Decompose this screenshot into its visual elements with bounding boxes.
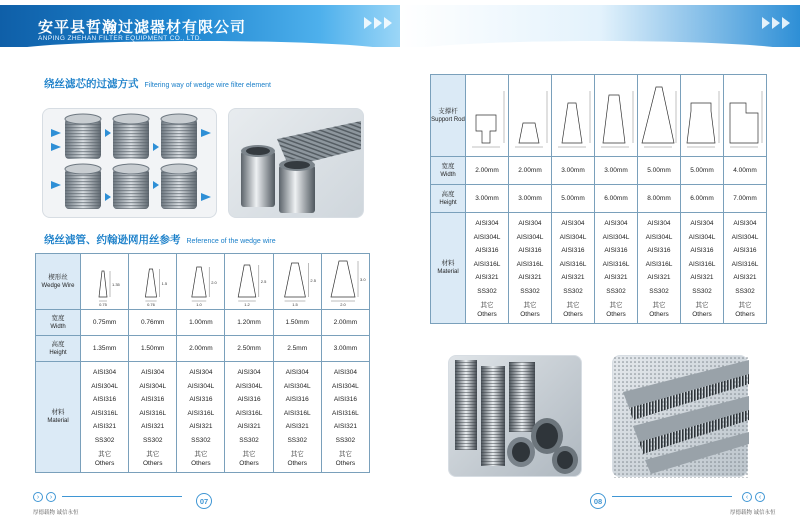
footer-nav-arrows [33,492,56,502]
material-item: SS302 [335,436,356,444]
material-cell [129,362,177,473]
material-cell [681,213,724,324]
material-item: AISI316L [559,260,587,268]
material-item: AISI304 [93,369,117,376]
width-cell: 5.00mm [638,157,681,185]
material-item: AISI316 [647,247,671,254]
material-item: AISI304L [187,382,215,390]
material-item: AISI304L [559,233,587,241]
height-cell: 5.00mm [552,185,595,213]
material-item: AISI316 [333,396,357,403]
material-others-en: Others [563,311,583,318]
row-header-width: 宽度 Width [36,310,81,336]
profile-width-label: 0.75 [98,301,107,307]
pipe-illustration [229,109,365,219]
height-cell: 3.00mm [321,336,369,362]
material-item: AISI316 [285,396,309,403]
material-item: AISI316L [731,260,759,268]
material-others-cn: 其它 [290,451,304,458]
material-others-cn: 其它 [523,302,537,309]
material-others-cn: 其它 [738,302,752,309]
footer-slogan: 厚德载物 诚信永恒 [730,510,776,516]
row-header-width: 宽度 Width [431,157,466,185]
material-item: AISI316L [187,409,215,417]
material-item: AISI316L [516,260,544,268]
material-others-en: Others [649,311,669,318]
material-item: AISI304 [733,220,757,227]
profile-height-label: 3.0 [360,276,366,282]
profile-height-label: 1.5 [161,280,167,286]
material-item: AISI304 [561,220,585,227]
width-cell: 3.00mm [552,157,595,185]
material-item: SS302 [606,287,626,295]
support-rod-profile-icon [638,81,680,151]
material-item: SS302 [191,436,211,444]
material-others-en: Others [335,460,356,467]
material-item: AISI321 [141,423,165,430]
width-cell: 2.00mm [321,310,369,336]
material-item: SS302 [239,436,259,444]
profile-cell [321,254,369,310]
chevron-left-icon: ‹ [755,492,765,502]
material-item: AISI304 [333,369,357,376]
material-item: AISI316 [733,247,757,254]
tubes-illustration [449,356,583,478]
material-cell [595,213,638,324]
material-item: AISI316L [688,260,716,268]
page-number: 07 [196,493,212,509]
material-item: AISI304 [475,220,499,227]
width-cell: 1.20mm [225,310,273,336]
material-item: AISI321 [561,274,585,281]
width-row [36,310,370,336]
company-name-cn: 安平县哲瀚过滤器材有限公司 [38,19,247,36]
profile-width-label: 1.5 [292,301,298,307]
row-header-height: 高度 Height [36,336,81,362]
width-cell: 5.00mm [681,157,724,185]
material-others-en: Others [692,311,712,318]
header-banner-right [400,5,800,47]
support-profile-cell [552,75,595,157]
material-others-en: Others [735,311,755,318]
support-profile-cell [509,75,552,157]
width-cell: 0.76mm [129,310,177,336]
material-others-cn: 其它 [194,451,208,458]
support-profile-cell [466,75,509,157]
page-number: 08 [590,493,606,509]
material-others-en: Others [191,460,211,467]
material-item: AISI321 [733,274,757,281]
material-others-cn: 其它 [695,302,709,309]
wedge-wire-profile-icon [229,259,269,305]
row-header-profile: 楔形丝 Wedge Wire [36,254,81,310]
material-item: AISI304L [139,382,167,390]
material-item: AISI304L [731,233,759,241]
material-item: AISI304L [516,233,544,241]
profile-cell [177,254,225,310]
material-item: AISI316L [602,260,630,268]
chevron-right-icon: › [46,492,56,502]
width-cell: 0.75mm [81,310,129,336]
material-item: AISI316 [518,247,542,254]
chevron-right-icon [364,17,392,29]
row-header-material: 材料 Material [36,362,81,473]
row-header-material: 材料 Material [431,213,466,324]
wedge-wire-table [35,253,370,473]
material-item: AISI304 [189,369,213,376]
footer-rule [62,496,182,497]
profile-width-label: 2.0 [340,301,347,307]
profile-cell [273,254,321,310]
material-item: AISI316 [237,396,261,403]
material-others-cn: 其它 [338,451,352,458]
material-others-en: Others [477,311,497,318]
material-item: SS302 [649,287,669,295]
profile-cell [81,254,129,310]
material-item: AISI304L [235,382,263,390]
material-others-cn: 其它 [609,302,623,309]
width-cell: 1.00mm [177,310,225,336]
material-others-en: Others [239,460,259,467]
material-item: SS302 [735,287,755,295]
support-rod-profile-icon [595,81,637,151]
material-item: SS302 [477,287,497,295]
support-profile-cell [595,75,638,157]
material-cell [225,362,273,473]
support-profile-row [431,75,767,157]
material-item: AISI316 [690,247,714,254]
material-item: AISI304 [604,220,628,227]
material-others-en: Others [94,460,115,467]
material-others-en: Others [142,460,163,467]
height-cell: 6.00mm [681,185,724,213]
profile-width-label: 1.0 [196,301,202,307]
wedge-wire-profile-icon [85,259,125,305]
wedge-wire-profile-icon [133,259,173,305]
height-cell: 3.00mm [509,185,552,213]
material-item: AISI316 [561,247,585,254]
material-item: AISI321 [647,274,671,281]
material-item: AISI304 [518,220,542,227]
material-others-cn: 其它 [146,451,160,458]
material-item: SS302 [94,436,115,444]
material-item: SS302 [287,436,307,444]
support-profile-cell [724,75,767,157]
material-cell [81,362,129,473]
material-item: AISI304L [645,233,673,241]
company-name-en: ANPING ZHEHAN FILTER EQUIPMENT CO., LTD. [38,35,203,42]
chevron-right-icon [762,17,790,29]
material-item: AISI316L [473,260,501,268]
material-cell [177,362,225,473]
material-item: AISI304L [91,382,118,390]
support-width-row [431,157,767,185]
material-item: AISI304 [237,369,261,376]
support-rod-profile-icon [681,81,723,151]
material-item: AISI321 [475,274,499,281]
material-others-cn: 其它 [652,302,666,309]
screen-illustration [613,356,749,478]
profile-cell [225,254,273,310]
material-item: AISI316L [332,409,359,417]
material-cell [466,213,509,324]
material-item: SS302 [563,287,583,295]
right-page [400,0,800,527]
material-item: AISI321 [690,274,714,281]
material-others-en: Others [606,311,626,318]
row-header-height: 高度 Height [431,185,466,213]
support-rod-table [430,74,767,324]
wedge-wire-screen-photo [612,355,748,477]
material-item: AISI304L [688,233,716,241]
material-item: AISI321 [518,274,542,281]
material-item: AISI316 [93,396,117,403]
height-row [36,336,370,362]
material-row [36,362,370,473]
material-cell [552,213,595,324]
material-item: AISI304L [473,233,501,241]
material-item: AISI316 [141,396,165,403]
support-height-row [431,185,767,213]
support-rod-profile-icon [552,81,594,151]
material-others-en: Others [287,460,307,467]
height-cell: 2.5mm [273,336,321,362]
chevron-right-icon: › [33,492,43,502]
wedge-wire-profile-icon [181,259,221,305]
material-item: AISI304 [285,369,309,376]
wedge-wire-profile-icon [325,259,365,305]
support-profile-cell [638,75,681,157]
filter-flow-illustration [43,109,218,219]
material-item: AISI304L [602,233,630,241]
material-item: AISI321 [333,423,357,430]
support-rod-profile-icon [466,81,508,151]
filter-flow-photo [42,108,217,218]
width-cell: 3.00mm [595,157,638,185]
material-others-cn: 其它 [98,451,112,458]
material-item: AISI304L [332,382,359,390]
material-item: AISI304 [647,220,671,227]
height-cell: 1.35mm [81,336,129,362]
footer-rule [612,496,732,497]
material-item: AISI316L [645,260,673,268]
wedge-wire-pipe-photo [228,108,364,218]
profile-height-label: 2.0 [211,279,217,285]
height-cell: 2.00mm [177,336,225,362]
material-item: AISI321 [189,423,213,430]
material-cell [724,213,767,324]
material-others-cn: 其它 [480,302,494,309]
material-item: AISI316 [604,247,628,254]
material-item: AISI316 [189,396,213,403]
profile-width-label: 0.76 [146,301,155,307]
profile-cell [129,254,177,310]
material-item: AISI316L [235,409,263,417]
row-header-support: 支撑杆 Support Rod [431,75,466,157]
material-item: AISI304 [690,220,714,227]
support-rod-profile-icon [724,81,766,151]
profile-height-label: 1.35 [111,281,120,287]
footer-nav-arrows [742,492,765,502]
material-cell [638,213,681,324]
wedge-wire-profile-icon [277,259,317,305]
material-item: AISI316L [283,409,311,417]
material-cell [321,362,369,473]
material-cell [509,213,552,324]
height-cell: 7.00mm [724,185,767,213]
material-item: AISI304 [141,369,165,376]
material-item: AISI304L [283,382,311,390]
material-item: AISI316L [91,409,118,417]
height-cell: 1.50mm [129,336,177,362]
support-material-row [431,213,767,324]
height-cell: 8.00mm [638,185,681,213]
footer-slogan: 厚德载物 诚信永恒 [33,510,79,516]
material-item: AISI321 [285,423,309,430]
support-profile-cell [681,75,724,157]
material-item: AISI321 [93,423,117,430]
material-others-cn: 其它 [566,302,580,309]
height-cell: 2.50mm [225,336,273,362]
section-title-wedge-wire: 绕丝滤管、约翰逊网用丝参考 Reference of the wedge wire [44,234,276,246]
profile-height-label: 2.5 [260,278,267,284]
width-cell: 2.00mm [466,157,509,185]
height-cell: 6.00mm [595,185,638,213]
height-cell: 3.00mm [466,185,509,213]
chevron-left-icon: ‹ [742,492,752,502]
width-cell: 4.00mm [724,157,767,185]
material-item: AISI316L [139,409,167,417]
profile-height-label: 2.5 [310,277,317,283]
material-item: AISI321 [237,423,261,430]
material-cell [273,362,321,473]
material-others-cn: 其它 [242,451,256,458]
material-item: AISI321 [604,274,628,281]
wedge-wire-tubes-photo [448,355,582,477]
material-item: AISI316 [475,247,499,254]
material-item: SS302 [520,287,540,295]
header-banner [0,5,400,47]
profile-row [36,254,370,310]
width-cell: 1.50mm [273,310,321,336]
profile-width-label: 1.2 [244,301,250,307]
section-title-filtering: 绕丝滤芯的过滤方式 Filtering way of wedge wire filter element [44,78,271,90]
material-others-en: Others [520,311,540,318]
material-item: SS302 [692,287,712,295]
width-cell: 2.00mm [509,157,552,185]
support-rod-profile-icon [509,81,551,151]
material-item: SS302 [142,436,163,444]
